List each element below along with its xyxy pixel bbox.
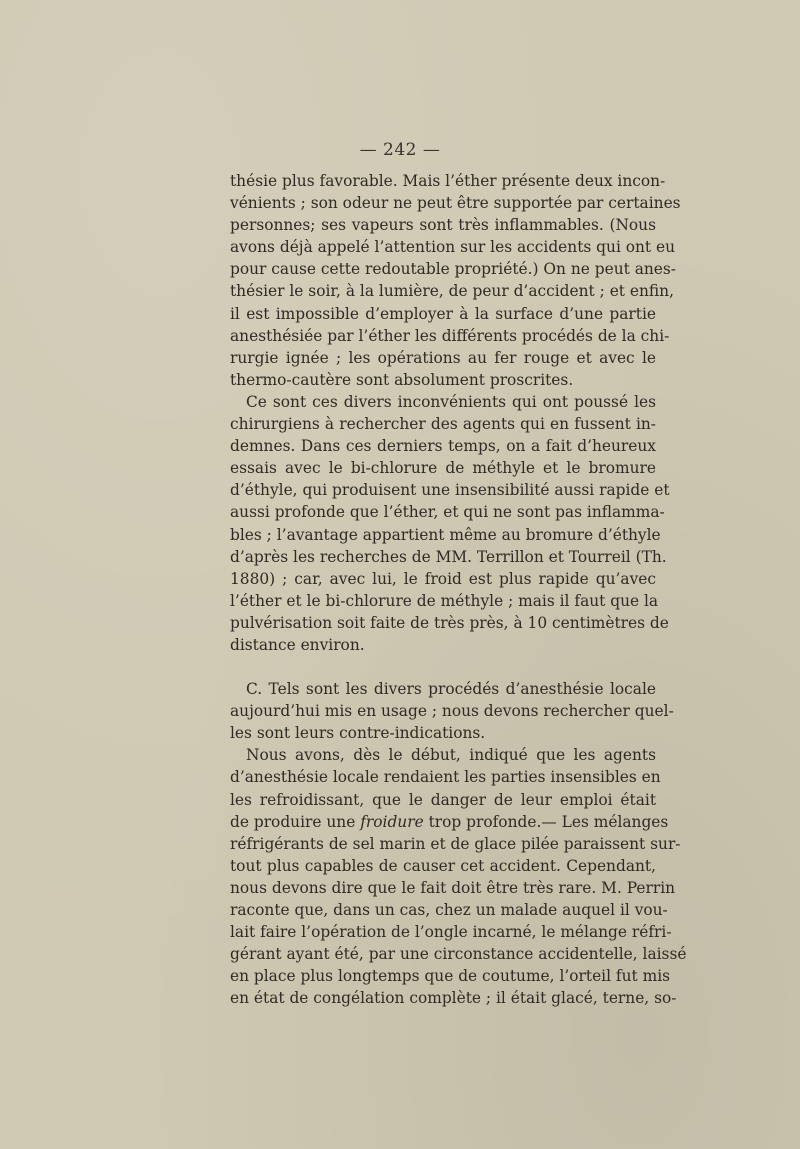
body-text	[230, 170, 687, 1009]
text-line: nous devons dire que le fait doit être très rare. M. Perrin	[230, 878, 676, 897]
text-line: aussi profonde que l’éther, et qui ne sont pas inflamma-	[230, 503, 665, 522]
text-line: distance environ.	[230, 635, 365, 654]
paragraph-gap	[230, 656, 656, 678]
text-line: d’éthyle, qui produisent une insensibilité aussi rapide et	[230, 481, 670, 500]
text-line: pour cause cette redoutable propriété.) On ne peut anes-	[230, 260, 676, 279]
text-line: chirurgiens à rechercher des agents qui en fussent in-	[230, 415, 656, 434]
text-line: d’anesthésie locale rendaient les parties insensibles en	[230, 768, 661, 787]
text-line: réfrigérants de sel marin et de glace pilée paraissent sur-	[230, 834, 681, 853]
text-line: l’éther et le bi-chlorure de méthyle ; mais il faut que la	[230, 591, 659, 610]
text-line: vénients ; son odeur ne peut être supportée par certaines	[230, 194, 681, 213]
text-line: d’après les recherches de MM. Terrillon et Tourreil (Th.	[230, 547, 667, 566]
text-line: Nous avons, dès le début, indiqué que les agents	[246, 746, 656, 765]
text-line: les sont leurs contre-indications.	[230, 724, 486, 743]
paragraph	[230, 744, 687, 1009]
text-line: il est impossible d’employer à la surface d’une partie	[230, 304, 656, 323]
text-line: lait faire l’opération de l’ongle incarné, le mélange réfri-	[230, 923, 672, 942]
text-line: personnes; ses vapeurs sont très inflammables. (Nous	[230, 216, 656, 235]
paragraph	[230, 170, 681, 391]
text-line: en état de congélation complète ; il était glacé, terne, so-	[230, 989, 677, 1008]
text-line: les refroidissant, que le danger de leur emploi était	[230, 790, 656, 809]
text-line: bles ; l’avantage appartient même au bromure d’éthyle	[230, 525, 661, 544]
text-line: demnes. Dans ces derniers temps, on a fait d’heureux	[230, 437, 656, 456]
text-line: raconte que, dans un cas, chez un malade auquel il vou-	[230, 901, 668, 919]
text-line: en place plus longtemps que de coutume, l’orteil fut mis	[230, 967, 671, 986]
text-line: avons déjà appelé l’attention sur les accidents qui ont eu	[230, 238, 676, 257]
text-line: anesthésiée par l’éther les différents procédés de la chi-	[230, 326, 670, 345]
text-line: tout plus capables de causer cet accident. Cependant,	[230, 856, 656, 875]
text-line: essais avec le bi-chlorure de méthyle et le bromure	[230, 459, 656, 478]
text-line: de produire une froidure trop profonde.— Les mélanges	[230, 812, 669, 831]
text-line: thermo-cautère sont absolument proscrites.	[230, 370, 574, 389]
text-line: C. Tels sont les divers procédés d’anesthésie locale	[246, 680, 656, 699]
page-number: — 242 —	[359, 140, 441, 160]
paragraph	[230, 678, 674, 744]
text-line: aujourd’hui mis en usage ; nous devons rechercher quel-	[230, 702, 674, 721]
text-line: 1880) ; car, avec lui, le froid est plus rapide qu’avec	[230, 569, 656, 588]
text-line: Ce sont ces divers inconvénients qui ont poussé les	[246, 392, 656, 411]
paragraph	[230, 391, 670, 656]
text-line: rurgie ignée ; les opérations au fer rouge et avec le	[230, 348, 656, 367]
text-line: pulvérisation soit faite de très près, à 10 centimètres de	[230, 613, 669, 632]
text-line: thésier le soir, à la lumière, de peur d’accident ; et enfin,	[230, 282, 674, 301]
text-line: thésie plus favorable. Mais l’éther présente deux incon-	[230, 172, 666, 190]
text-line: gérant ayant été, par une circonstance accidentelle, laissé	[230, 945, 687, 964]
